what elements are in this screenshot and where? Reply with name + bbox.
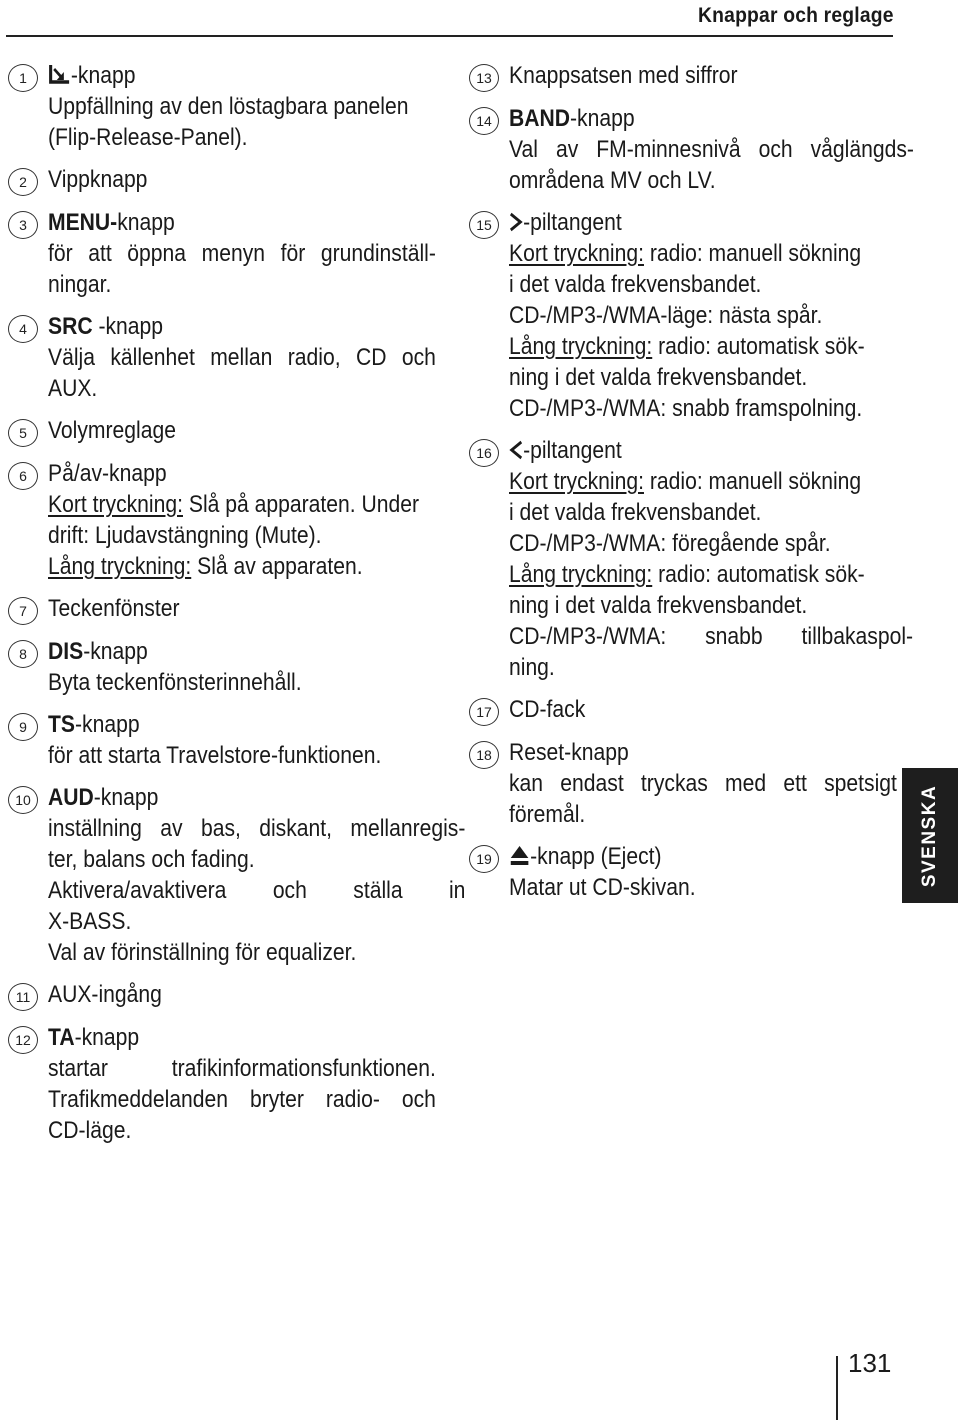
item-text-line: ning i det valda frekvensbandet. bbox=[509, 364, 808, 391]
item-text-line: ning. bbox=[509, 654, 555, 681]
item-key-name: AUD bbox=[48, 784, 94, 811]
language-label: SVENSKA bbox=[919, 784, 941, 887]
page-number: 131 bbox=[848, 1348, 892, 1378]
item-number: 5 bbox=[8, 419, 38, 447]
item-text-line: drift: Ljudavstängning (Mute). bbox=[48, 522, 322, 549]
list-item-4 bbox=[8, 311, 436, 404]
item-key-name: TS bbox=[48, 711, 75, 738]
list-item-16 bbox=[469, 435, 914, 683]
item-number: 17 bbox=[469, 698, 499, 726]
list-item-19 bbox=[469, 841, 897, 903]
item-text-line: (Flip-Release-Panel). bbox=[48, 124, 248, 151]
list-item-5 bbox=[8, 415, 436, 447]
item-number: 19 bbox=[469, 845, 499, 873]
list-item-2 bbox=[8, 164, 436, 196]
eject-icon bbox=[509, 844, 530, 866]
list-item-9 bbox=[8, 709, 436, 771]
item-number: 6 bbox=[8, 462, 38, 490]
right-column bbox=[469, 60, 914, 914]
item-number: 8 bbox=[8, 640, 38, 668]
item-text-line: Kort tryckning: radio: manuell sökning bbox=[509, 468, 862, 495]
list-item-14 bbox=[469, 103, 914, 196]
item-title: -knapp bbox=[570, 105, 635, 132]
item-title: -knapp bbox=[93, 784, 159, 811]
item-title: CD-fack bbox=[509, 696, 586, 723]
item-number: 15 bbox=[469, 211, 499, 239]
item-text-line: inställning av bas, diskant, mellanregis- bbox=[48, 815, 466, 842]
list-item-6 bbox=[8, 458, 436, 582]
item-text-line: Lång tryckning: Slå av apparaten. bbox=[48, 553, 363, 580]
item-title: -knapp bbox=[74, 711, 140, 738]
item-text-line: Lång tryckning: radio: automatisk sök- bbox=[509, 333, 865, 360]
list-item-12 bbox=[8, 1022, 436, 1146]
item-text-line: AUX. bbox=[48, 375, 98, 402]
item-text-line: CD-/MP3-/WMA: föregående spår. bbox=[509, 530, 831, 557]
item-title: Vippknapp bbox=[48, 166, 148, 193]
item-key-name: MENU- bbox=[48, 209, 118, 236]
item-text-line: i det valda frekvensbandet. bbox=[509, 499, 762, 526]
item-title: På/av-knapp bbox=[48, 460, 167, 487]
list-item-13 bbox=[469, 60, 897, 92]
item-text-line: kan endast tryckas med ett spetsigt bbox=[509, 770, 897, 797]
list-item-10 bbox=[8, 782, 466, 968]
item-title: -knapp bbox=[70, 62, 136, 89]
flip-release-icon bbox=[48, 63, 71, 85]
item-title: Reset-knapp bbox=[509, 739, 629, 766]
item-text-line: Aktivera/avaktivera och ställa in bbox=[48, 877, 466, 904]
item-text-line: ter, balans och fading. bbox=[48, 846, 255, 873]
item-text-line: CD-/MP3-/WMA: snabb tillbakaspol- bbox=[509, 623, 914, 650]
item-title: -piltangent bbox=[523, 437, 622, 464]
item-text-line: Trafikmeddelanden bryter radio- och bbox=[48, 1086, 436, 1113]
item-title: AUX-ingång bbox=[48, 981, 162, 1008]
list-item-15 bbox=[469, 207, 897, 424]
item-text-line: Byta teckenfönsterinnehåll. bbox=[48, 669, 302, 696]
item-number: 3 bbox=[8, 211, 38, 239]
list-item-18 bbox=[469, 737, 897, 830]
item-text-line: ning i det valda frekvensbandet. bbox=[509, 592, 808, 619]
item-text-line: Val av förinställning för equalizer. bbox=[48, 939, 357, 966]
item-title: -knapp bbox=[83, 638, 148, 665]
item-title: -piltangent bbox=[523, 209, 622, 236]
item-number: 4 bbox=[8, 315, 38, 343]
list-item-3 bbox=[8, 207, 436, 300]
list-item-8 bbox=[8, 636, 436, 698]
arrow-left-icon bbox=[509, 440, 523, 460]
item-number: 2 bbox=[8, 168, 38, 196]
item-text-line: CD-/MP3-/WMA-läge: nästa spår. bbox=[509, 302, 823, 329]
item-number: 11 bbox=[8, 983, 38, 1011]
item-number: 16 bbox=[469, 439, 499, 467]
arrow-right-icon bbox=[509, 212, 523, 232]
language-side-tab bbox=[902, 768, 958, 903]
item-title: -knapp (Eject) bbox=[530, 843, 662, 870]
item-title: Volymreglage bbox=[48, 417, 176, 444]
list-item-11 bbox=[8, 979, 436, 1011]
item-text-line: Kort tryckning: radio: manuell sökning bbox=[509, 240, 862, 267]
item-text-line: ningar. bbox=[48, 271, 112, 298]
item-text-line: i det valda frekvensbandet. bbox=[509, 271, 762, 298]
item-title: -knapp bbox=[74, 1024, 140, 1051]
item-number: 18 bbox=[469, 741, 499, 769]
item-number: 14 bbox=[469, 107, 499, 135]
item-text-line: för att starta Travelstore-funktionen. bbox=[48, 742, 382, 769]
item-number: 9 bbox=[8, 713, 38, 741]
item-key-name: TA bbox=[48, 1024, 75, 1051]
item-text-line: för att öppna menyn för grundinställ- bbox=[48, 240, 436, 267]
page-header-title: Knappar och reglage bbox=[698, 4, 894, 27]
item-text-line: CD-läge. bbox=[48, 1117, 132, 1144]
item-text-line: Uppfällning av den löstagbara panelen bbox=[48, 93, 409, 120]
item-text-line: Lång tryckning: radio: automatisk sök- bbox=[509, 561, 865, 588]
left-column bbox=[8, 60, 466, 1157]
list-item-17 bbox=[469, 694, 897, 726]
item-text-line: Matar ut CD-skivan. bbox=[509, 874, 696, 901]
list-item-7 bbox=[8, 593, 436, 625]
item-title: Knappsatsen med siffror bbox=[509, 62, 738, 89]
item-number: 7 bbox=[8, 597, 38, 625]
item-text-line: områdena MV och LV. bbox=[509, 167, 716, 194]
item-number: 10 bbox=[8, 786, 38, 814]
item-text-line: Kort tryckning: Slå på apparaten. Under bbox=[48, 491, 419, 518]
page-number-rule bbox=[836, 1356, 838, 1420]
item-key-name: SRC bbox=[48, 313, 93, 340]
item-text-line: föremål. bbox=[509, 801, 586, 828]
item-text-line: startar trafikinformationsfunktionen. bbox=[48, 1055, 436, 1082]
item-key-name: BAND bbox=[509, 105, 571, 132]
item-text-line: CD-/MP3-/WMA: snabb framspolning. bbox=[509, 395, 863, 422]
item-title: -knapp bbox=[92, 313, 164, 340]
item-title: knapp bbox=[117, 209, 175, 236]
list-item-1 bbox=[8, 60, 436, 153]
item-number: 13 bbox=[469, 64, 499, 92]
item-number: 12 bbox=[8, 1026, 38, 1054]
item-text-line: Välja källenhet mellan radio, CD och bbox=[48, 344, 436, 371]
item-key-name: DIS bbox=[48, 638, 84, 665]
header-rule bbox=[6, 35, 893, 37]
item-title: Teckenfönster bbox=[48, 595, 180, 622]
item-number: 1 bbox=[8, 64, 38, 92]
item-text-line: Val av FM-minnesnivå och våglängds- bbox=[509, 136, 914, 163]
item-text-line: X-BASS. bbox=[48, 908, 132, 935]
